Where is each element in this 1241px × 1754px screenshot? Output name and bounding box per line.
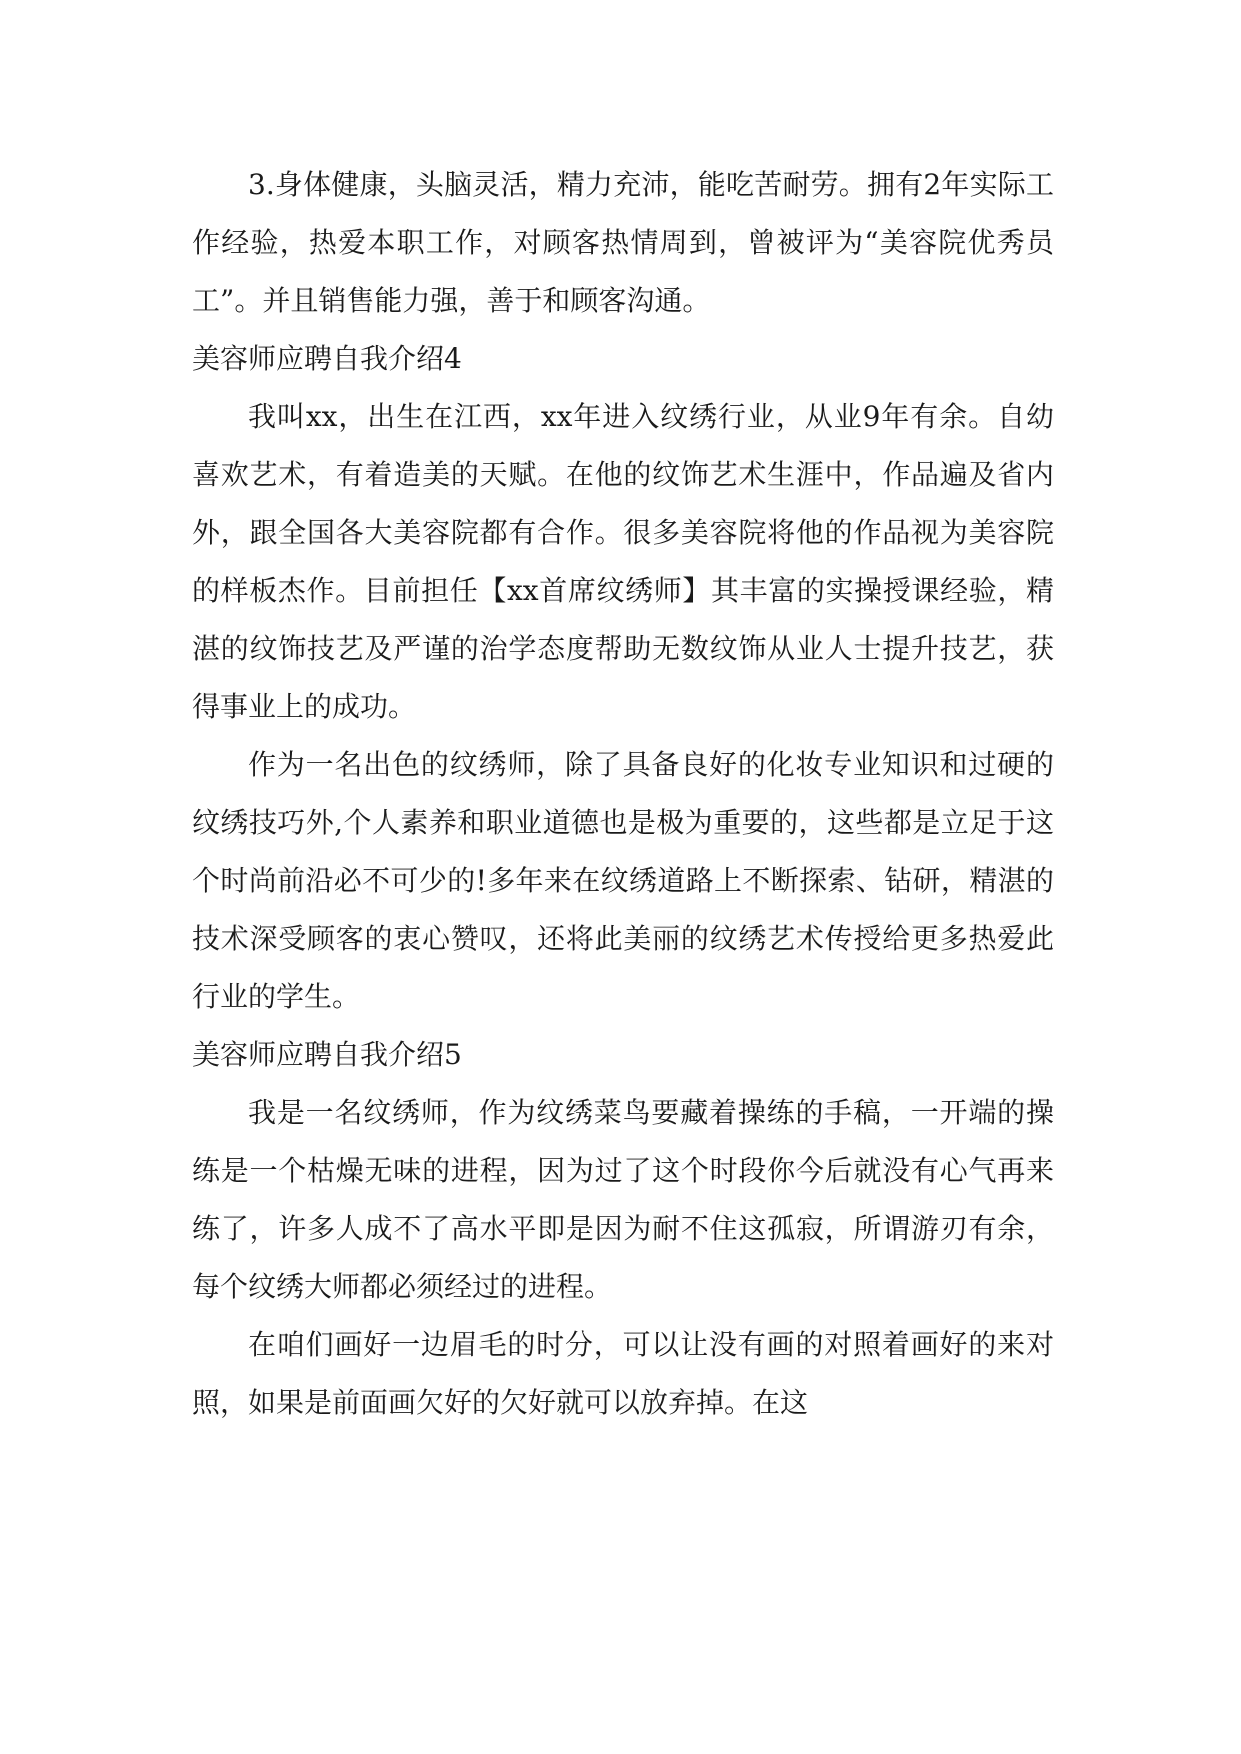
section-heading-5: 美容师应聘自我介绍5 bbox=[192, 1038, 462, 1071]
section-heading-4: 美容师应聘自我介绍4 bbox=[192, 342, 462, 375]
paragraph-intro-5: 我是一名纹绣师，作为纹绣菜鸟要藏着操练的手稿，一开端的操练是一个枯燥无味的进程，因为过了这个时段你今后就没有心气再来练了，许多人成不了高水平即是因为耐不住这孤寂，所谓游刃有余，每个纹绣大师都必须经过的进程。 bbox=[192, 1096, 1054, 1303]
paragraph-intro-4: 我叫xx，出生在江西，xx年进入纹绣行业，从业9年有余。自幼喜欢艺术，有着造美的天赋。在他的纹饰艺术生涯中，作品遍及省内外，跟全国各大美容院都有合作。很多美容院将他的作品视为美容院的样板杰作。目前担任【xx首席纹绣师】其丰富的实操授课经验，精湛的纹饰技艺及严谨的治学态度帮助无数纹饰从业人士提升技艺，获得事业上的成功。 bbox=[192, 400, 1054, 723]
paragraph-ethics: 作为一名出色的纹绣师，除了具备良好的化妆专业知识和过硬的纹绣技巧外,个人素养和职业道德也是极为重要的，这些都是立足于这个时尚前沿必不可少的!多年来在纹绣道路上不断探索、钻研，精湛的技术深受顾客的衷心赞叹，还将此美丽的纹绣艺术传授给更多热爱此行业的学生。 bbox=[192, 748, 1054, 1013]
paragraph-health: 3.身体健康，头脑灵活，精力充沛，能吃苦耐劳。拥有2年实际工作经验，热爱本职工作，对顾客热情周到，曾被评为“美容院优秀员工”。并且销售能力强，善于和顾客沟通。 bbox=[192, 168, 1054, 317]
paragraph-eyebrow: 在咱们画好一边眉毛的时分，可以让没有画的对照着画好的来对照，如果是前面画欠好的欠好就可以放弃掉。在这 bbox=[192, 1328, 1054, 1419]
document-page bbox=[192, 156, 1054, 1432]
